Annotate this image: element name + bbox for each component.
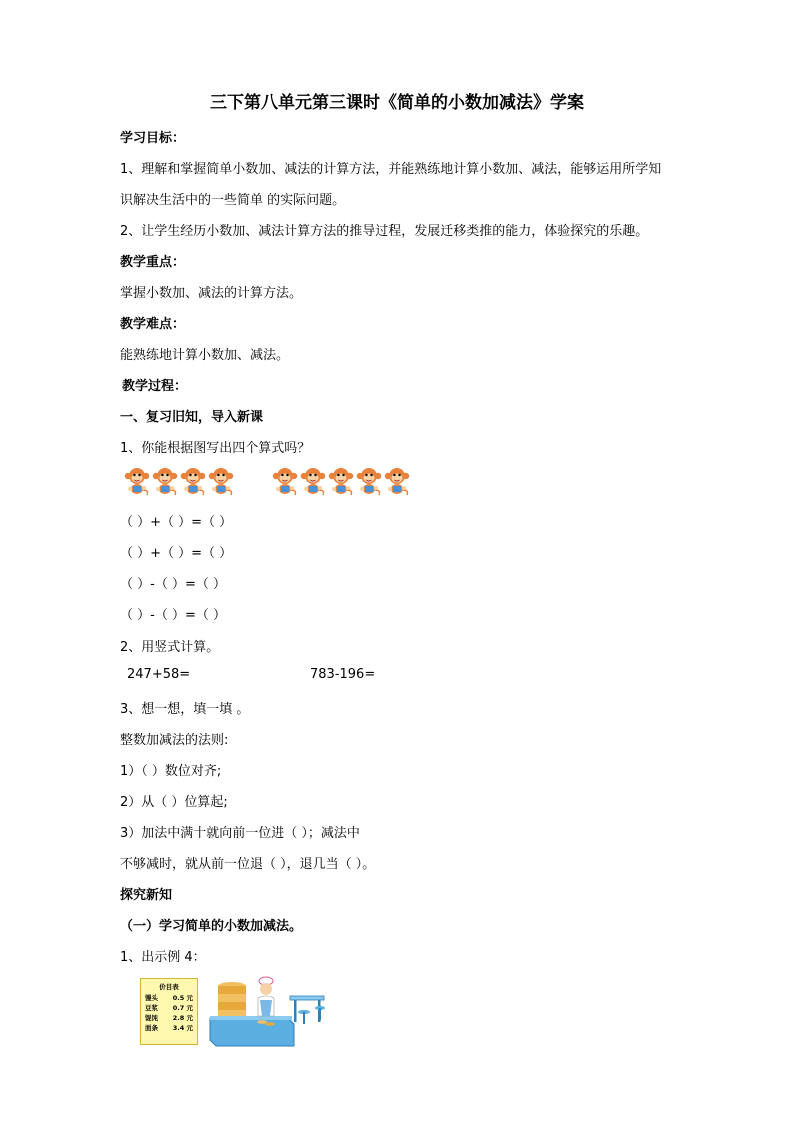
price-row [145, 1003, 193, 1013]
part-1-heading: 一、复习旧知，导入新课 [120, 410, 264, 425]
monkey-icon [300, 466, 326, 496]
item-name: 馒头 [145, 994, 158, 1002]
monkey-icon [180, 466, 206, 496]
equation-add-1: （ ）+（ ）=（ ） [120, 515, 233, 530]
price-list-card [140, 978, 198, 1045]
question-3: 3、想一想，填一填 。 [120, 702, 250, 717]
example-4-label: 1、出示例 4： [120, 950, 206, 965]
monkey-icon [328, 466, 354, 496]
item-name: 馄饨 [145, 1014, 158, 1022]
price-row [145, 1023, 193, 1033]
item-price: 2.8 元 [172, 1014, 193, 1022]
price-row [145, 1013, 193, 1023]
rule-3-line-1: 3）加法中满十就向前一位进（ ）；减法中 [120, 826, 360, 841]
goals-heading: 学习目标： [120, 131, 186, 146]
difficulty-heading: 教学难点： [120, 317, 186, 332]
monkey-icon [356, 466, 382, 496]
page-title: 三下第八单元第三课时《简单的小数加减法》学案 [210, 93, 584, 113]
goal-1-line-2: 识解决生活中的一些简单 的实际问题。 [120, 193, 346, 208]
question-2: 2、用竖式计算。 [120, 640, 220, 655]
calc-a: 247+58= [127, 667, 191, 682]
key-point-heading: 教学重点： [120, 255, 186, 270]
item-name: 豆浆 [145, 1004, 158, 1012]
process-heading: 教学过程： [122, 379, 188, 394]
calc-b: 783-196= [310, 667, 376, 682]
goal-2: 2、让学生经历小数加、减法计算方法的推导过程，发展迁移类推的能力，体验探究的乐趣。 [120, 224, 649, 239]
monkey-group-right [272, 466, 410, 496]
rule-2: 2）从（ ）位算起; [120, 795, 228, 810]
price-row [145, 993, 193, 1003]
key-point-text: 掌握小数加、减法的计算方法。 [120, 286, 303, 301]
equation-sub-2: （ ）-（ ）=（ ） [120, 608, 226, 623]
rule-3-line-2: 不够减时，就从前一位退（ ），退几当（ ）。 [120, 857, 376, 872]
difficulty-text: 能熟练地计算小数加、减法。 [120, 348, 290, 363]
monkey-icon [384, 466, 410, 496]
monkey-icon [272, 466, 298, 496]
monkey-icon [124, 466, 150, 496]
item-price: 0.5 元 [172, 994, 193, 1002]
equation-add-2: （ ）+（ ）=（ ） [120, 546, 233, 561]
item-price: 3.4 元 [172, 1024, 193, 1032]
price-list-title: 价目表 [159, 983, 179, 991]
breakfast-shop-illustration [208, 974, 326, 1048]
monkey-icon [208, 466, 234, 496]
monkey-group-left [124, 466, 234, 496]
item-name: 面条 [145, 1024, 158, 1032]
goal-1-line-1: 1、理解和掌握简单小数加、减法的计算方法，并能熟练地计算小数加、减法，能够运用所学知 [120, 162, 662, 177]
section-1-heading: （一）学习简单的小数加减法。 [120, 919, 303, 934]
rule-heading: 整数加减法的法则: [120, 733, 229, 748]
monkey-icon [152, 466, 178, 496]
rule-1: 1）（ ）数位对齐; [120, 764, 222, 779]
question-1: 1、你能根据图写出四个算式吗？ [120, 441, 311, 456]
equation-sub-1: （ ）-（ ）=（ ） [120, 577, 226, 592]
item-price: 0.7 元 [172, 1004, 193, 1012]
explore-heading: 探究新知 [120, 888, 173, 903]
